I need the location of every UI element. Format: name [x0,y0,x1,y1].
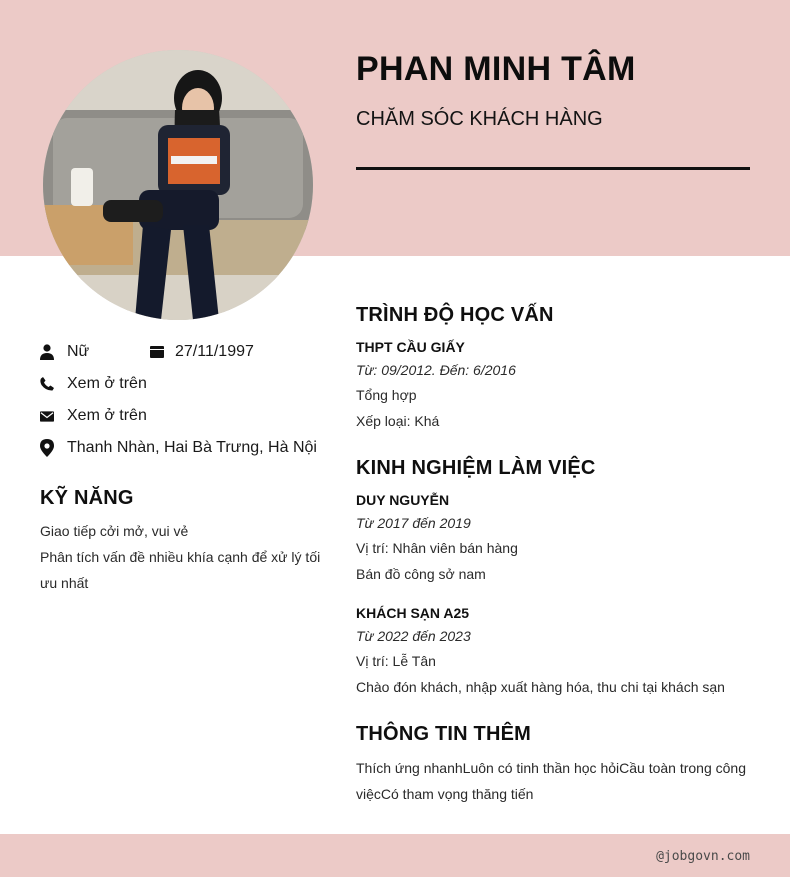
job-company: DUY NGUYỄN [356,492,450,508]
email-value: Xem ở trên [67,407,147,424]
skills-list [40,518,330,596]
phone-icon [40,376,54,392]
footer-band [0,834,790,877]
job-period: Từ 2022 đến 2023 [356,628,471,644]
gender-row [40,343,89,361]
email-row [40,407,147,425]
education-grade: Xếp loại: Khá [356,413,440,429]
mail-icon [40,408,54,424]
gender-value: Nữ [67,343,90,360]
address-row [40,439,317,457]
experience-heading: KINH NGHIỆM LÀM VIỆC [356,457,596,479]
title-divider [356,167,750,170]
job-description: Chào đón khách, nhập xuất hàng hóa, thu chi tại khách sạn [356,679,725,695]
job-role: Vị trí: Lễ Tân [356,653,436,669]
profile-photo [43,50,313,320]
education-major: Tổng hợp [356,387,417,403]
person-icon [40,344,54,360]
extra-heading: THÔNG TIN THÊM [356,723,532,745]
education-heading: TRÌNH ĐỘ HỌC VẤN [356,304,554,326]
skills-heading: KỸ NĂNG [40,487,134,509]
job-description: Bán đồ công sở nam [356,566,486,582]
job-title: CHĂM SÓC KHÁCH HÀNG [356,108,603,130]
school-name: THPT CẦU GIẤY [356,339,465,355]
education-period: Từ: 09/2012. Đến: 6/2016 [356,362,516,378]
birthday-row [150,343,254,361]
phone-value: Xem ở trên [67,375,147,392]
calendar-icon [150,344,164,360]
extra-text: Thích ứng nhanhLuôn có tinh thần học hỏiCầu toàn trong công việcCó tham vọng thăng tiến [356,760,746,802]
address-value: Thanh Nhàn, Hai Bà Trưng, Hà Nội [67,439,317,456]
job-company: KHÁCH SẠN A25 [356,605,470,621]
watermark[interactable]: @jobgovn.com [656,849,750,864]
skill-item: Phân tích vấn đề nhiều khía cạnh để xử lý tối ưu nhất [40,549,321,591]
phone-row [40,375,147,393]
candidate-name: PHAN MINH TÂM [356,50,636,88]
location-pin-icon [40,440,54,456]
skill-item: Giao tiếp cởi mở, vui vẻ [40,523,189,539]
birthday-value: 27/11/1997 [175,343,254,360]
job-role: Vị trí: Nhân viên bán hàng [356,540,518,556]
job-period: Từ 2017 đến 2019 [356,515,471,531]
